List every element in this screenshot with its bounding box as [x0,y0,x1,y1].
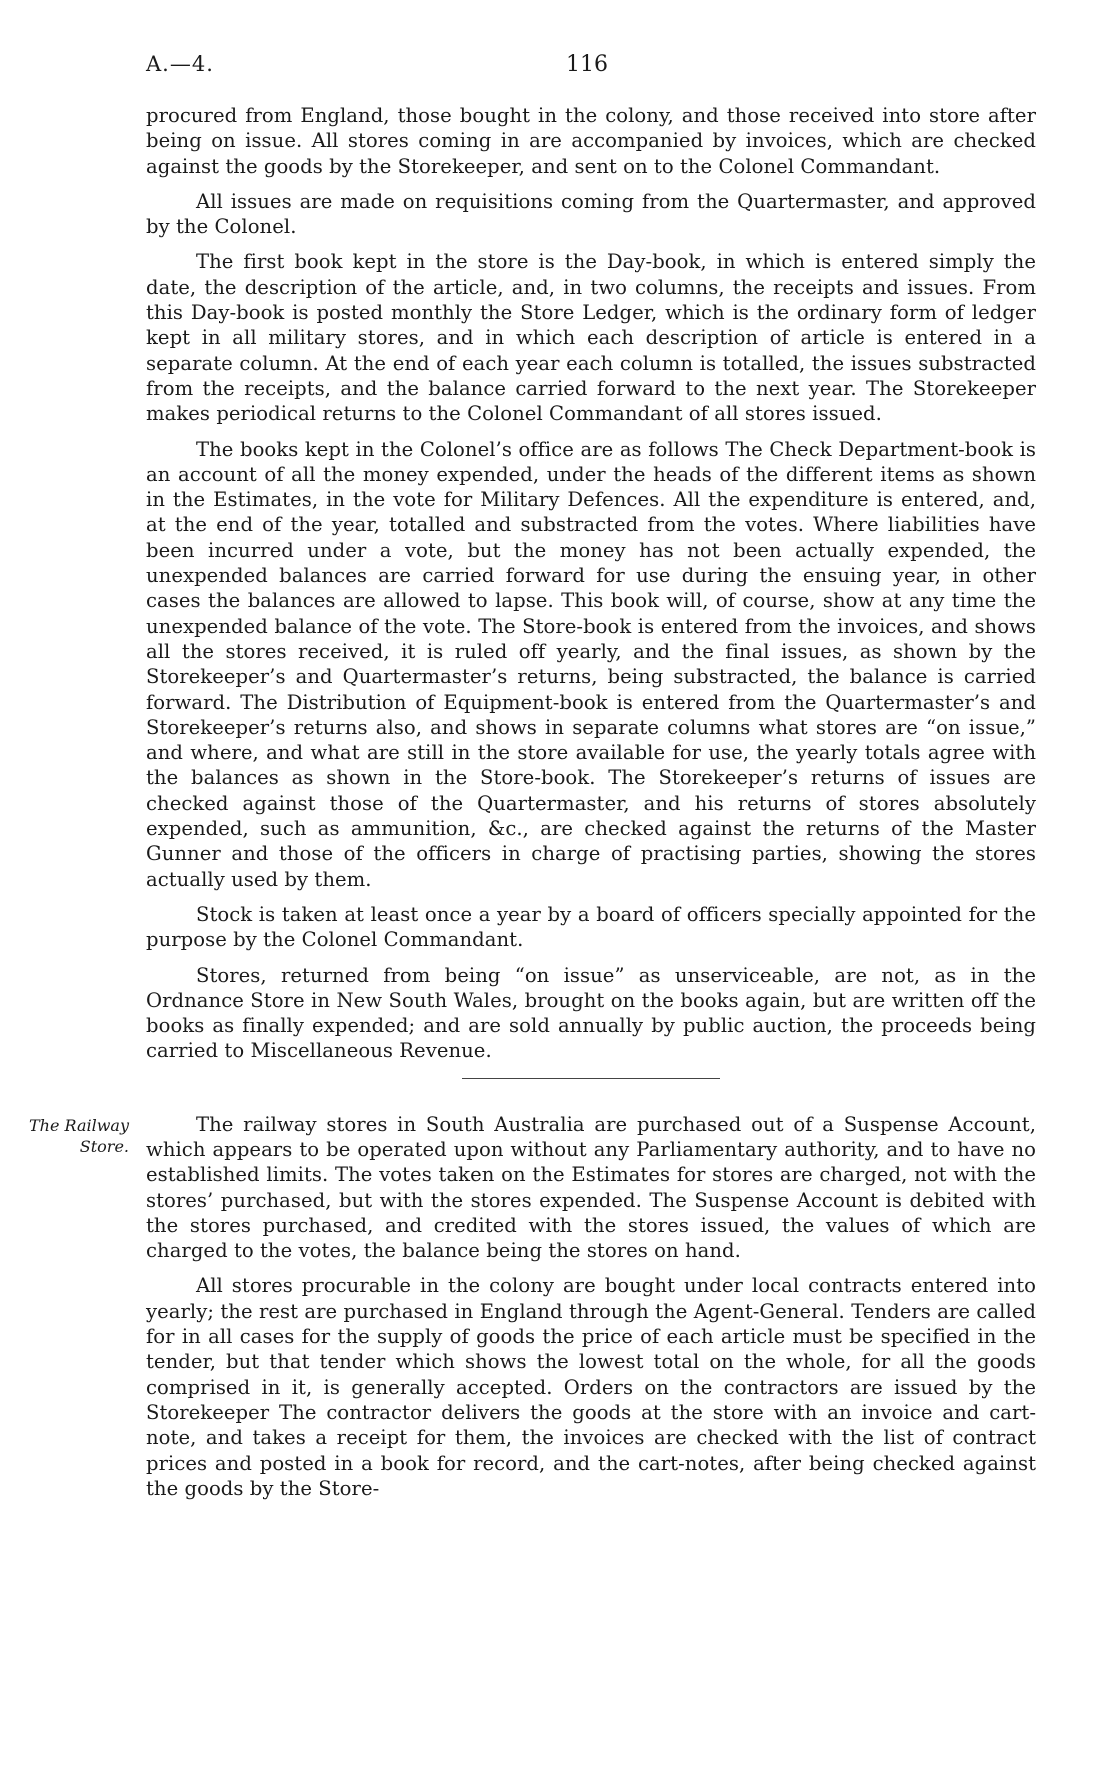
paragraph-colonels-office-books: The books kept in the Colonel’s office are as follows The Check Department-book is an account of all the money expended, under the heads of the different items as shown in the Estimates, in the vote for Military Defences. All the expenditure is entered, and, at the end of the year, totalled and substracted from the votes. Where liabilities have been incurred under a vote, but the money has not been actually expended, the unexpended balances are carried forward for use during the ensuing year, in other cases the balances are allowed to lapse. This book will, of course, show at any time the unexpended balance of the vote. The Store-book is entered from the invoices, and shows all the stores received, it is ruled off yearly, and the final issues, as shown by the Storekeeper’s and Quartermaster’s returns, being substracted, the balance is carried forward. The Distribution of Equipment-book is entered from the Quartermaster’s and Storekeeper’s returns also, and shows in separate columns what stores are “on issue,” and where, and what are still in the store available for use, the yearly totals agree with the balances as shown in the Store-book. The Storekeeper’s returns of issues are checked against those of the Quartermaster, and his returns of stores absolutely expended, such as ammunition, &c., are checked against the returns of the Master Gunner and those of the officers in charge of practising parties, showing the stores actually used by them. [146,437,1036,891]
page-number: 116 [566,52,608,77]
railway-store-section [29,1112,1036,1501]
document-reference: A.—4. [146,52,214,76]
paragraph-stock-taking: Stock is taken at least once a year by a board of officers specially appointed for the purpose by the Colonel Commandant. [146,902,1036,952]
page-header [146,52,1036,82]
paragraph-issues: All issues are made on requisitions coming from the Quartermaster, and approved by the Colonel. [146,189,1036,239]
paragraph-railway-suspense-account: The railway stores in South Australia are purchased out of a Suspense Account, which appears to be operated upon without any Parliamentary authority, and to have no established limits. The votes taken on the Estimates for stores are charged, not with the stores’ purchased, but with the stores expended. The Suspense Account is debited with the stores purchased, and credited with the stores issued, the values of which are charged to the votes, the balance being the stores on hand. [146,1112,1036,1263]
paragraph-day-book: The first book kept in the store is the Day-book, in which is entered simply the date, the description of the article, and, in two columns, the receipts and issues. From this Day-book is posted monthly the Store Ledger, which is the ordinary form of ledger kept in all military stores, and in which each description of article is entered in a separate column. At the end of each year each column is totalled, the issues substracted from the receipts, and the balance carried forward to the next year. The Storekeeper makes periodical returns to the Colonel Commandant of all stores issued. [146,250,1036,426]
section-divider [462,1078,720,1079]
paragraph-unserviceable-stores: Stores, returned from being “on issue” as unserviceable, are not, as in the Ordnance Store in New South Wales, brought on the books again, but are written off the books as finally expended; and are sold annually by public auction, the proceeds being carried to Miscellaneous Revenue. [146,963,1036,1063]
side-note-railway-store: The Railway Store. [29,1115,129,1156]
paragraph-railway-contracts: All stores procurable in the colony are bought under local contracts entered into yearly; the rest are purchased in England through the Agent-General. Tenders are called for in all cases for the supply of goods the price of each article must be specified in the tender, but that tender which shows the lowest total on the whole, for all the goods comprised in it, is generally accepted. Orders on the contractors are issued by the Storekeeper The contractor delivers the goods at the store with an invoice and cart-note, and takes a receipt for them, the invoices are checked with the list of contract prices and posted in a book for record, and the cart-notes, after being checked against the goods by the Store- [146,1274,1036,1500]
page-body [29,103,1036,1511]
paragraph-continued: procured from England, those bought in the colony, and those received into store after being on issue. All stores coming in are accompanied by invoices, which are checked against the goods by the Storekeeper, and sent on to the Colonel Commandant. [146,104,1036,178]
